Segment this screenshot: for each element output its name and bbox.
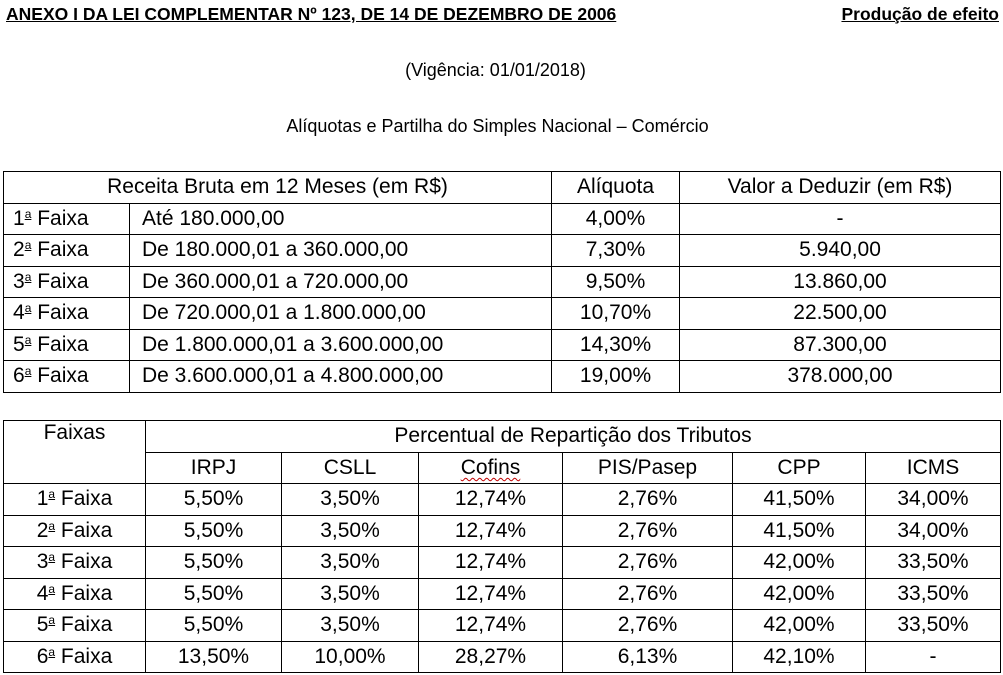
table-row: [4, 329, 1001, 361]
faixa-word: Faixa: [60, 487, 113, 511]
receita-range-cell: De 3.600.000,01 a 4.800.000,00: [130, 361, 552, 393]
icms-cell: 34,00%: [866, 484, 1001, 516]
ordinal-indicator: a: [48, 581, 56, 596]
faixa-label: [4, 329, 130, 361]
ordinal-indicator: a: [24, 238, 32, 253]
aliquota-cell: 14,30%: [552, 329, 680, 361]
aliquota-cell: 4,00%: [552, 203, 680, 235]
faixa-number: 6: [36, 644, 49, 668]
faixa-label: [4, 578, 146, 610]
faixa-label: [4, 515, 146, 547]
faixa-word: Faixa: [60, 581, 113, 605]
cpp-cell: 42,00%: [733, 578, 866, 610]
faixa-word: Faixa: [37, 238, 89, 262]
aliquota-cell: 10,70%: [552, 298, 680, 330]
faixa-label: [4, 203, 130, 235]
deduzir-cell: 5.940,00: [680, 235, 1001, 267]
receita-header: Receita Bruta em 12 Meses (em R$): [4, 172, 552, 204]
icms-cell: 33,50%: [866, 547, 1001, 579]
csll-header: CSLL: [282, 452, 419, 484]
faixa-word: Faixa: [60, 518, 113, 542]
faixa-number: 3: [36, 550, 49, 574]
faixa-number: 5: [36, 613, 49, 637]
cofins-cell: 12,74%: [419, 547, 563, 579]
ordinal-indicator: a: [48, 487, 56, 502]
deduzir-cell: 13.860,00: [680, 266, 1001, 298]
deduzir-cell: -: [680, 203, 1001, 235]
table-row: [4, 610, 1001, 642]
pis-cell: 2,76%: [563, 547, 733, 579]
cofins-cell: 12,74%: [419, 515, 563, 547]
cpp-cell: 41,50%: [733, 515, 866, 547]
faixa-label: [4, 235, 130, 267]
faixa-number: 5: [13, 332, 25, 356]
faixa-number: 2: [13, 238, 25, 262]
ordinal-indicator: a: [24, 332, 32, 347]
csll-cell: 3,50%: [282, 484, 419, 516]
irpj-cell: 13,50%: [146, 641, 282, 673]
irpj-header: IRPJ: [146, 452, 282, 484]
tributos-header-row: [4, 452, 1001, 484]
deduzir-header: Valor a Deduzir (em R$): [680, 172, 1001, 204]
aliquotas-table: [3, 171, 1001, 393]
faixa-word: Faixa: [60, 613, 113, 637]
cofins-header-text: Cofins: [460, 455, 521, 479]
cpp-cell: 41,50%: [733, 484, 866, 516]
pis-cell: 2,76%: [563, 578, 733, 610]
reparticao-table: [3, 420, 1001, 673]
faixa-label: [4, 641, 146, 673]
faixa-label: [4, 298, 130, 330]
receita-range-cell: De 180.000,01 a 360.000,00: [130, 235, 552, 267]
table-row: [4, 266, 1001, 298]
aliquota-cell: 9,50%: [552, 266, 680, 298]
csll-cell: 3,50%: [282, 610, 419, 642]
cpp-cell: 42,10%: [733, 641, 866, 673]
irpj-cell: 5,50%: [146, 610, 282, 642]
ordinal-indicator: a: [24, 206, 32, 221]
icms-header: ICMS: [866, 452, 1001, 484]
icms-cell: 34,00%: [866, 515, 1001, 547]
cofins-header: [419, 452, 563, 484]
pis-header: PIS/Pasep: [563, 452, 733, 484]
cpp-cell: 42,00%: [733, 610, 866, 642]
faixa-word: Faixa: [37, 301, 89, 325]
cpp-header: CPP: [733, 452, 866, 484]
receita-range-cell: De 360.000,01 a 720.000,00: [130, 266, 552, 298]
deduzir-cell: 22.500,00: [680, 298, 1001, 330]
cofins-cell: 12,74%: [419, 484, 563, 516]
faixa-word: Faixa: [60, 644, 113, 668]
table-row: [4, 361, 1001, 393]
ordinal-indicator: a: [48, 644, 56, 659]
reparticao-group-header: Percentual de Repartição dos Tributos: [146, 421, 1001, 453]
cofins-cell: 12,74%: [419, 578, 563, 610]
ordinal-indicator: a: [48, 518, 56, 533]
vigencia-label: (Vigência: 01/01/2018): [405, 60, 586, 80]
deduzir-cell: 87.300,00: [680, 329, 1001, 361]
pis-cell: 2,76%: [563, 610, 733, 642]
faixa-word: Faixa: [37, 206, 89, 230]
faixa-word: Faixa: [37, 364, 89, 388]
table-row: [4, 578, 1001, 610]
faixa-label: [4, 484, 146, 516]
table-row: [4, 235, 1001, 267]
pis-cell: 6,13%: [563, 641, 733, 673]
table-subtitle: Alíquotas e Partilha do Simples Nacional – Comércio: [286, 116, 709, 136]
table-row: [4, 203, 1001, 235]
faixa-word: Faixa: [60, 550, 113, 574]
ordinal-indicator: a: [24, 269, 32, 284]
faixa-label: [4, 610, 146, 642]
ordinal-indicator: a: [48, 613, 56, 628]
icms-cell: -: [866, 641, 1001, 673]
deduzir-cell: 378.000,00: [680, 361, 1001, 393]
aliquota-cell: 19,00%: [552, 361, 680, 393]
table-row: [4, 298, 1001, 330]
ordinal-indicator: a: [24, 301, 32, 316]
ordinal-indicator: a: [24, 364, 32, 379]
faixas-header: Faixas: [4, 421, 146, 484]
cpp-cell: 42,00%: [733, 547, 866, 579]
aliquotas-header-row: [4, 172, 1001, 204]
faixa-number: 1: [13, 206, 25, 230]
csll-cell: 3,50%: [282, 515, 419, 547]
receita-range-cell: De 720.000,01 a 1.800.000,00: [130, 298, 552, 330]
pis-cell: 2,76%: [563, 515, 733, 547]
receita-range-cell: De 1.800.000,01 a 3.600.000,00: [130, 329, 552, 361]
aliquota-header: Alíquota: [552, 172, 680, 204]
csll-cell: 10,00%: [282, 641, 419, 673]
irpj-cell: 5,50%: [146, 547, 282, 579]
csll-cell: 3,50%: [282, 547, 419, 579]
aliquota-cell: 7,30%: [552, 235, 680, 267]
faixa-number: 1: [36, 487, 49, 511]
icms-cell: 33,50%: [866, 578, 1001, 610]
cofins-cell: 28,27%: [419, 641, 563, 673]
irpj-cell: 5,50%: [146, 515, 282, 547]
table-row: [4, 484, 1001, 516]
cofins-cell: 12,74%: [419, 610, 563, 642]
ordinal-indicator: a: [48, 550, 56, 565]
table-row: [4, 547, 1001, 579]
faixa-number: 3: [13, 269, 25, 293]
pis-cell: 2,76%: [563, 484, 733, 516]
faixa-number: 4: [36, 581, 49, 605]
csll-cell: 3,50%: [282, 578, 419, 610]
table-row: [4, 515, 1001, 547]
faixa-label: [4, 361, 130, 393]
faixa-label: [4, 266, 130, 298]
table-row: [4, 641, 1001, 673]
faixa-word: Faixa: [37, 269, 89, 293]
faixa-number: 4: [13, 301, 25, 325]
icms-cell: 33,50%: [866, 610, 1001, 642]
document-title: ANEXO I DA LEI COMPLEMENTAR Nº 123, DE 14 DE DEZEMBRO DE 2006: [6, 4, 617, 24]
faixa-word: Faixa: [37, 332, 89, 356]
faixa-number: 2: [36, 518, 49, 542]
reparticao-header-row: [4, 421, 1001, 453]
receita-range-cell: Até 180.000,00: [130, 203, 552, 235]
irpj-cell: 5,50%: [146, 578, 282, 610]
faixa-label: [4, 547, 146, 579]
producao-de-efeito-label: Produção de efeito: [841, 4, 999, 24]
irpj-cell: 5,50%: [146, 484, 282, 516]
faixa-number: 6: [13, 364, 25, 388]
